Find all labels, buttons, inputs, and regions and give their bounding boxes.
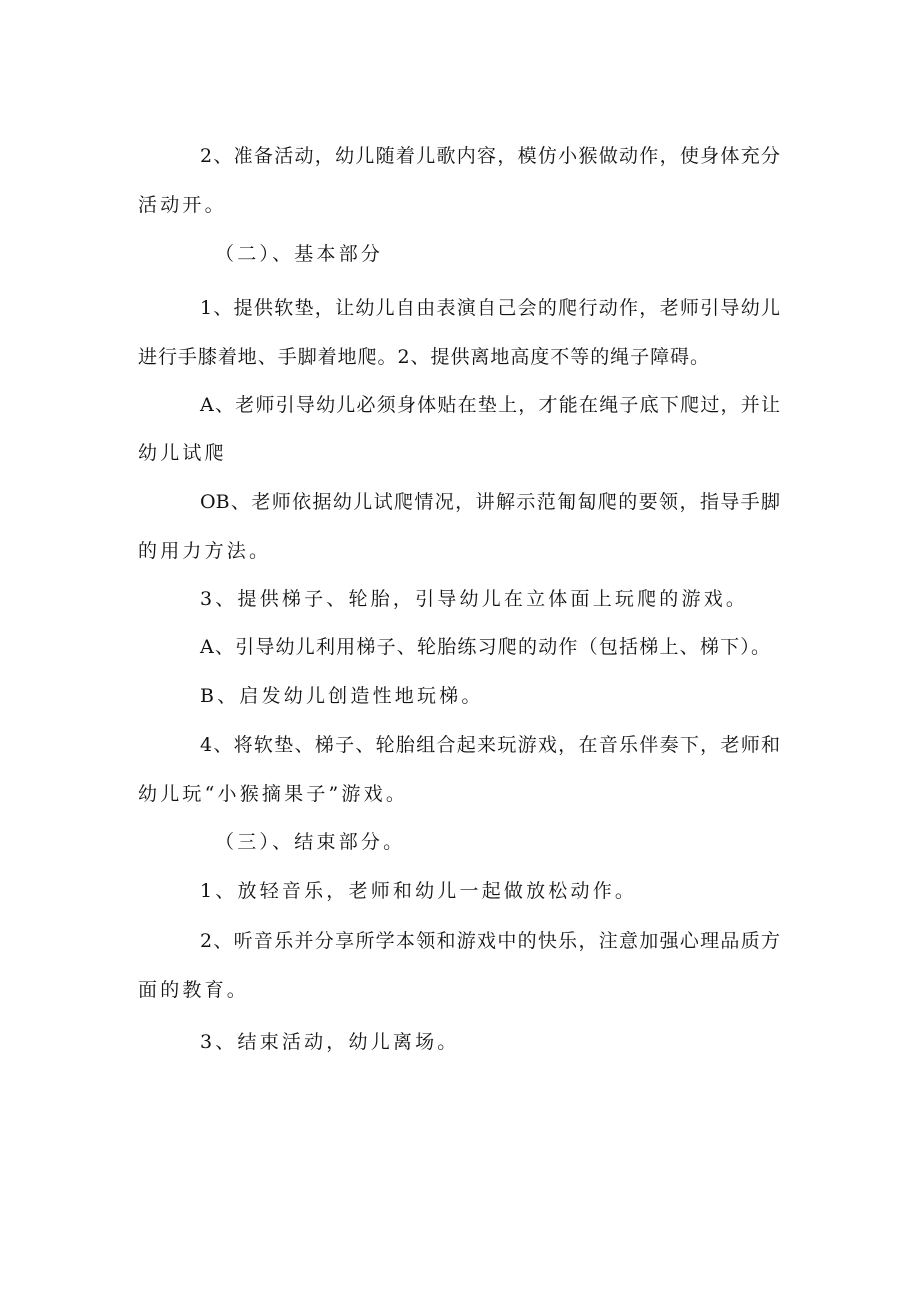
paragraph-1-line-2: 活动开。 bbox=[138, 194, 227, 216]
paragraph-11-line-1: 1、放轻音乐，老师和幼儿一起做放松动作。 bbox=[200, 880, 638, 902]
paragraph-5-line-2: 的用力方法。 bbox=[138, 540, 272, 562]
paragraph-3-line-2: 进行手膝着地、手脚着地爬。2、提供离地高度不等的绳子障碍。 bbox=[138, 346, 709, 368]
paragraph-3-line-1: 1、提供软垫，让幼儿自由表演自己会的爬行动作，老师引导幼儿 bbox=[200, 297, 780, 319]
paragraph-12-line-1: 2、听音乐并分享所学本领和游戏中的快乐，注意加强心理品质方 bbox=[200, 930, 780, 952]
paragraph-8-line-1: B、启发幼儿创造性地玩梯。 bbox=[200, 685, 484, 707]
paragraph-1-line-1: 2、准备活动，幼儿随着儿歌内容，模仿小猴做动作，使身体充分 bbox=[200, 145, 780, 167]
paragraph-12-line-2: 面的教育。 bbox=[138, 979, 250, 1001]
paragraph-6-line-1: 3、提供梯子、轮胎，引导幼儿在立体面上玩爬的游戏。 bbox=[200, 588, 749, 610]
paragraph-9-line-1: 4、将软垫、梯子、轮胎组合起来玩游戏，在音乐伴奏下，老师和 bbox=[200, 734, 780, 756]
paragraph-7-line-1: A、引导幼儿利用梯子、轮胎练习爬的动作（包括梯上、梯下）。 bbox=[200, 636, 770, 658]
paragraph-4-line-2: 幼儿试爬 bbox=[138, 442, 227, 464]
paragraph-9-line-2: 幼儿玩“小猴摘果子”游戏。 bbox=[138, 783, 409, 805]
paragraph-5-line-1: OB、老师依据幼儿试爬情况，讲解示范匍匐爬的要领，指导手脚 bbox=[200, 491, 780, 513]
section-heading-basic: （二）、基本部分 bbox=[215, 243, 384, 265]
paragraph-4-line-1: A、老师引导幼儿必须身体贴在垫上，才能在绳子底下爬过，并让 bbox=[200, 394, 780, 416]
paragraph-13-line-1: 3、结束活动，幼儿离场。 bbox=[200, 1031, 460, 1053]
section-heading-ending: （三）、结束部分。 bbox=[215, 831, 406, 853]
